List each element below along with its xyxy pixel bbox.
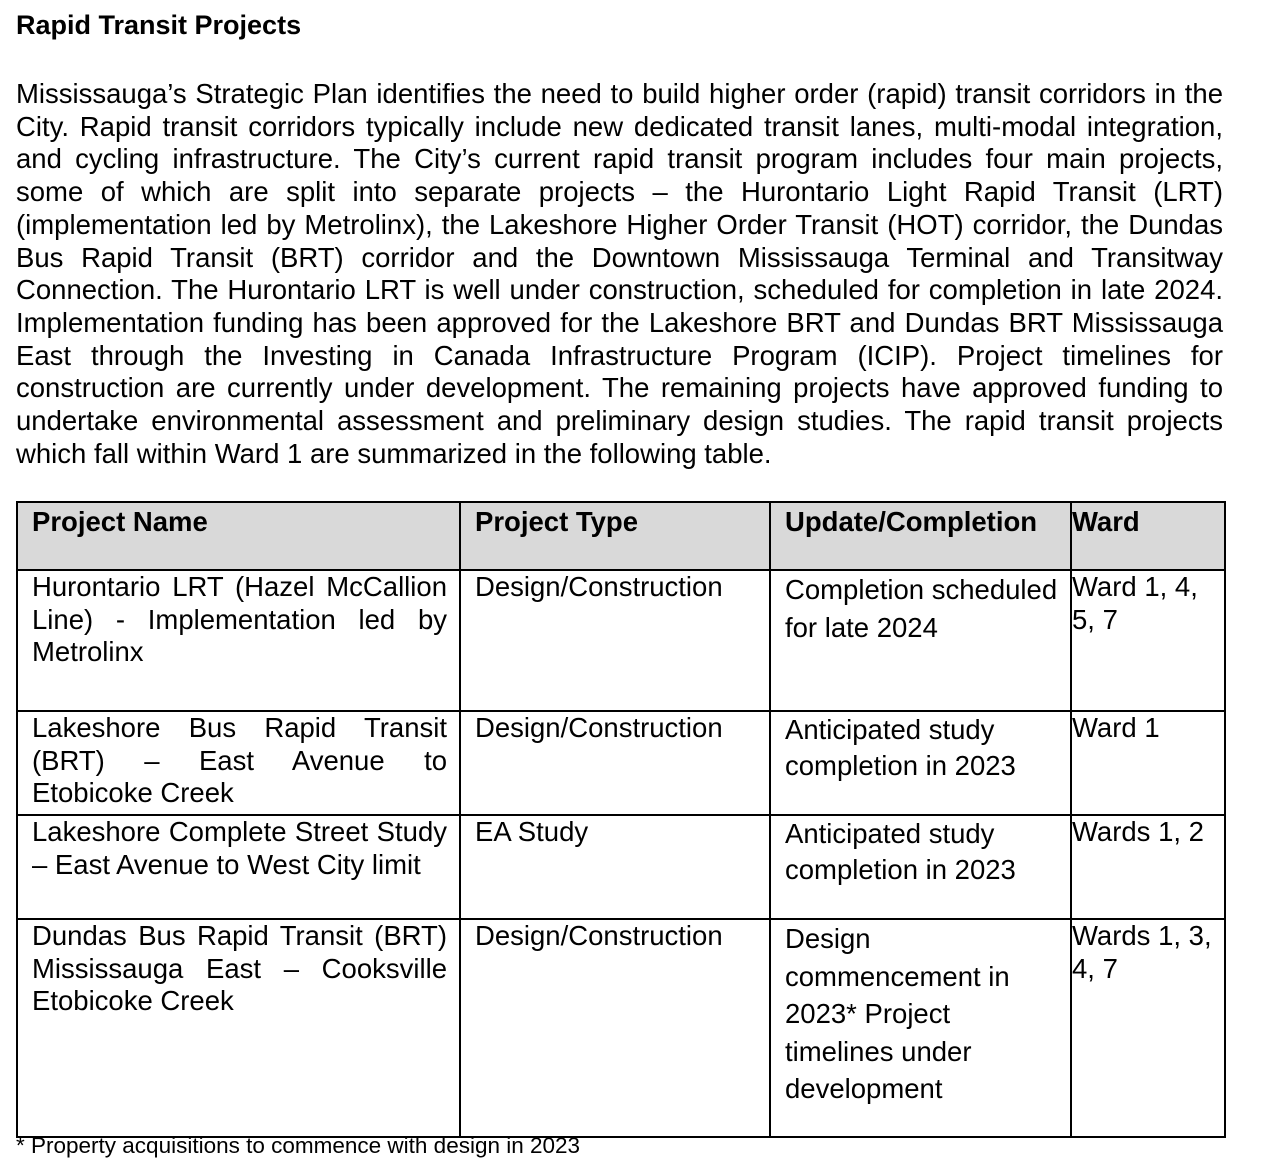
cell-project-type: EA Study <box>460 815 770 919</box>
cell-update: Anticipated study completion in 2023 <box>770 711 1071 815</box>
table-row <box>17 570 1225 711</box>
section-heading: Rapid Transit Projects <box>16 10 302 40</box>
cell-project-name: Hurontario LRT (Hazel McCallion Line) - Implementation led by Metrolinx <box>17 570 460 711</box>
rapid-transit-table <box>16 501 1226 1138</box>
table-row <box>17 815 1225 919</box>
cell-update: Design commencement in 2023* Project timelines under development <box>770 919 1071 1137</box>
cell-ward: Wards 1, 2 <box>1071 815 1225 919</box>
cell-ward: Ward 1 <box>1071 711 1225 815</box>
cell-update: Completion scheduled for late 2024 <box>770 570 1071 711</box>
header-update-completion: Update/Completion <box>770 502 1071 570</box>
cell-ward: Ward 1, 4, 5, 7 <box>1071 570 1225 711</box>
header-project-type: Project Type <box>460 502 770 570</box>
cell-project-name: Lakeshore Bus Rapid Transit (BRT) – East Avenue to Etobicoke Creek <box>17 711 460 815</box>
cell-update: Anticipated study completion in 2023 <box>770 815 1071 919</box>
cell-project-name: Lakeshore Complete Street Study – East Avenue to West City limit <box>17 815 460 919</box>
header-project-name: Project Name <box>17 502 460 570</box>
table-footnote: * Property acquisitions to commence with design in 2023 <box>16 1133 581 1158</box>
cell-ward: Wards 1, 3, 4, 7 <box>1071 919 1225 1137</box>
intro-paragraph: Mississauga’s Strategic Plan identifies the need to build higher order (rapid) transit corridors in the City. Rapid transit corridors typically include new dedicated transit lanes, multi-modal integration, and cycling infrastructure. The City’s current rapid transit program includes four main projects, some of which are split into separate projects – the Hurontario Light Rapid Transit (LRT) (implementation led by Metrolinx), the Lakeshore Higher Order Transit (HOT) corridor, the Dundas Bus Rapid Transit (BRT) corridor and the Downtown Mississauga Terminal and Transitway Connection. The Hurontario LRT is well under construction, scheduled for completion in late 2024. Implementation funding has been approved for the Lakeshore BRT and Dundas BRT Mississauga East through the Investing in Canada Infrastructure Program (ICIP). Project timelines for construction are currently under development. The remaining projects have approved funding to undertake environmental assessment and preliminary design studies. The rapid transit projects which fall within Ward 1 are summarized in the following table. <box>16 78 1223 469</box>
cell-project-type: Design/Construction <box>460 570 770 711</box>
table-row <box>17 711 1225 815</box>
cell-project-type: Design/Construction <box>460 711 770 815</box>
table-row <box>17 919 1225 1137</box>
header-ward: Ward <box>1071 502 1225 570</box>
cell-project-name: Dundas Bus Rapid Transit (BRT) Mississauga East – Cooksville Etobicoke Creek <box>17 919 460 1137</box>
cell-project-type: Design/Construction <box>460 919 770 1137</box>
table-header-row <box>17 502 1225 570</box>
